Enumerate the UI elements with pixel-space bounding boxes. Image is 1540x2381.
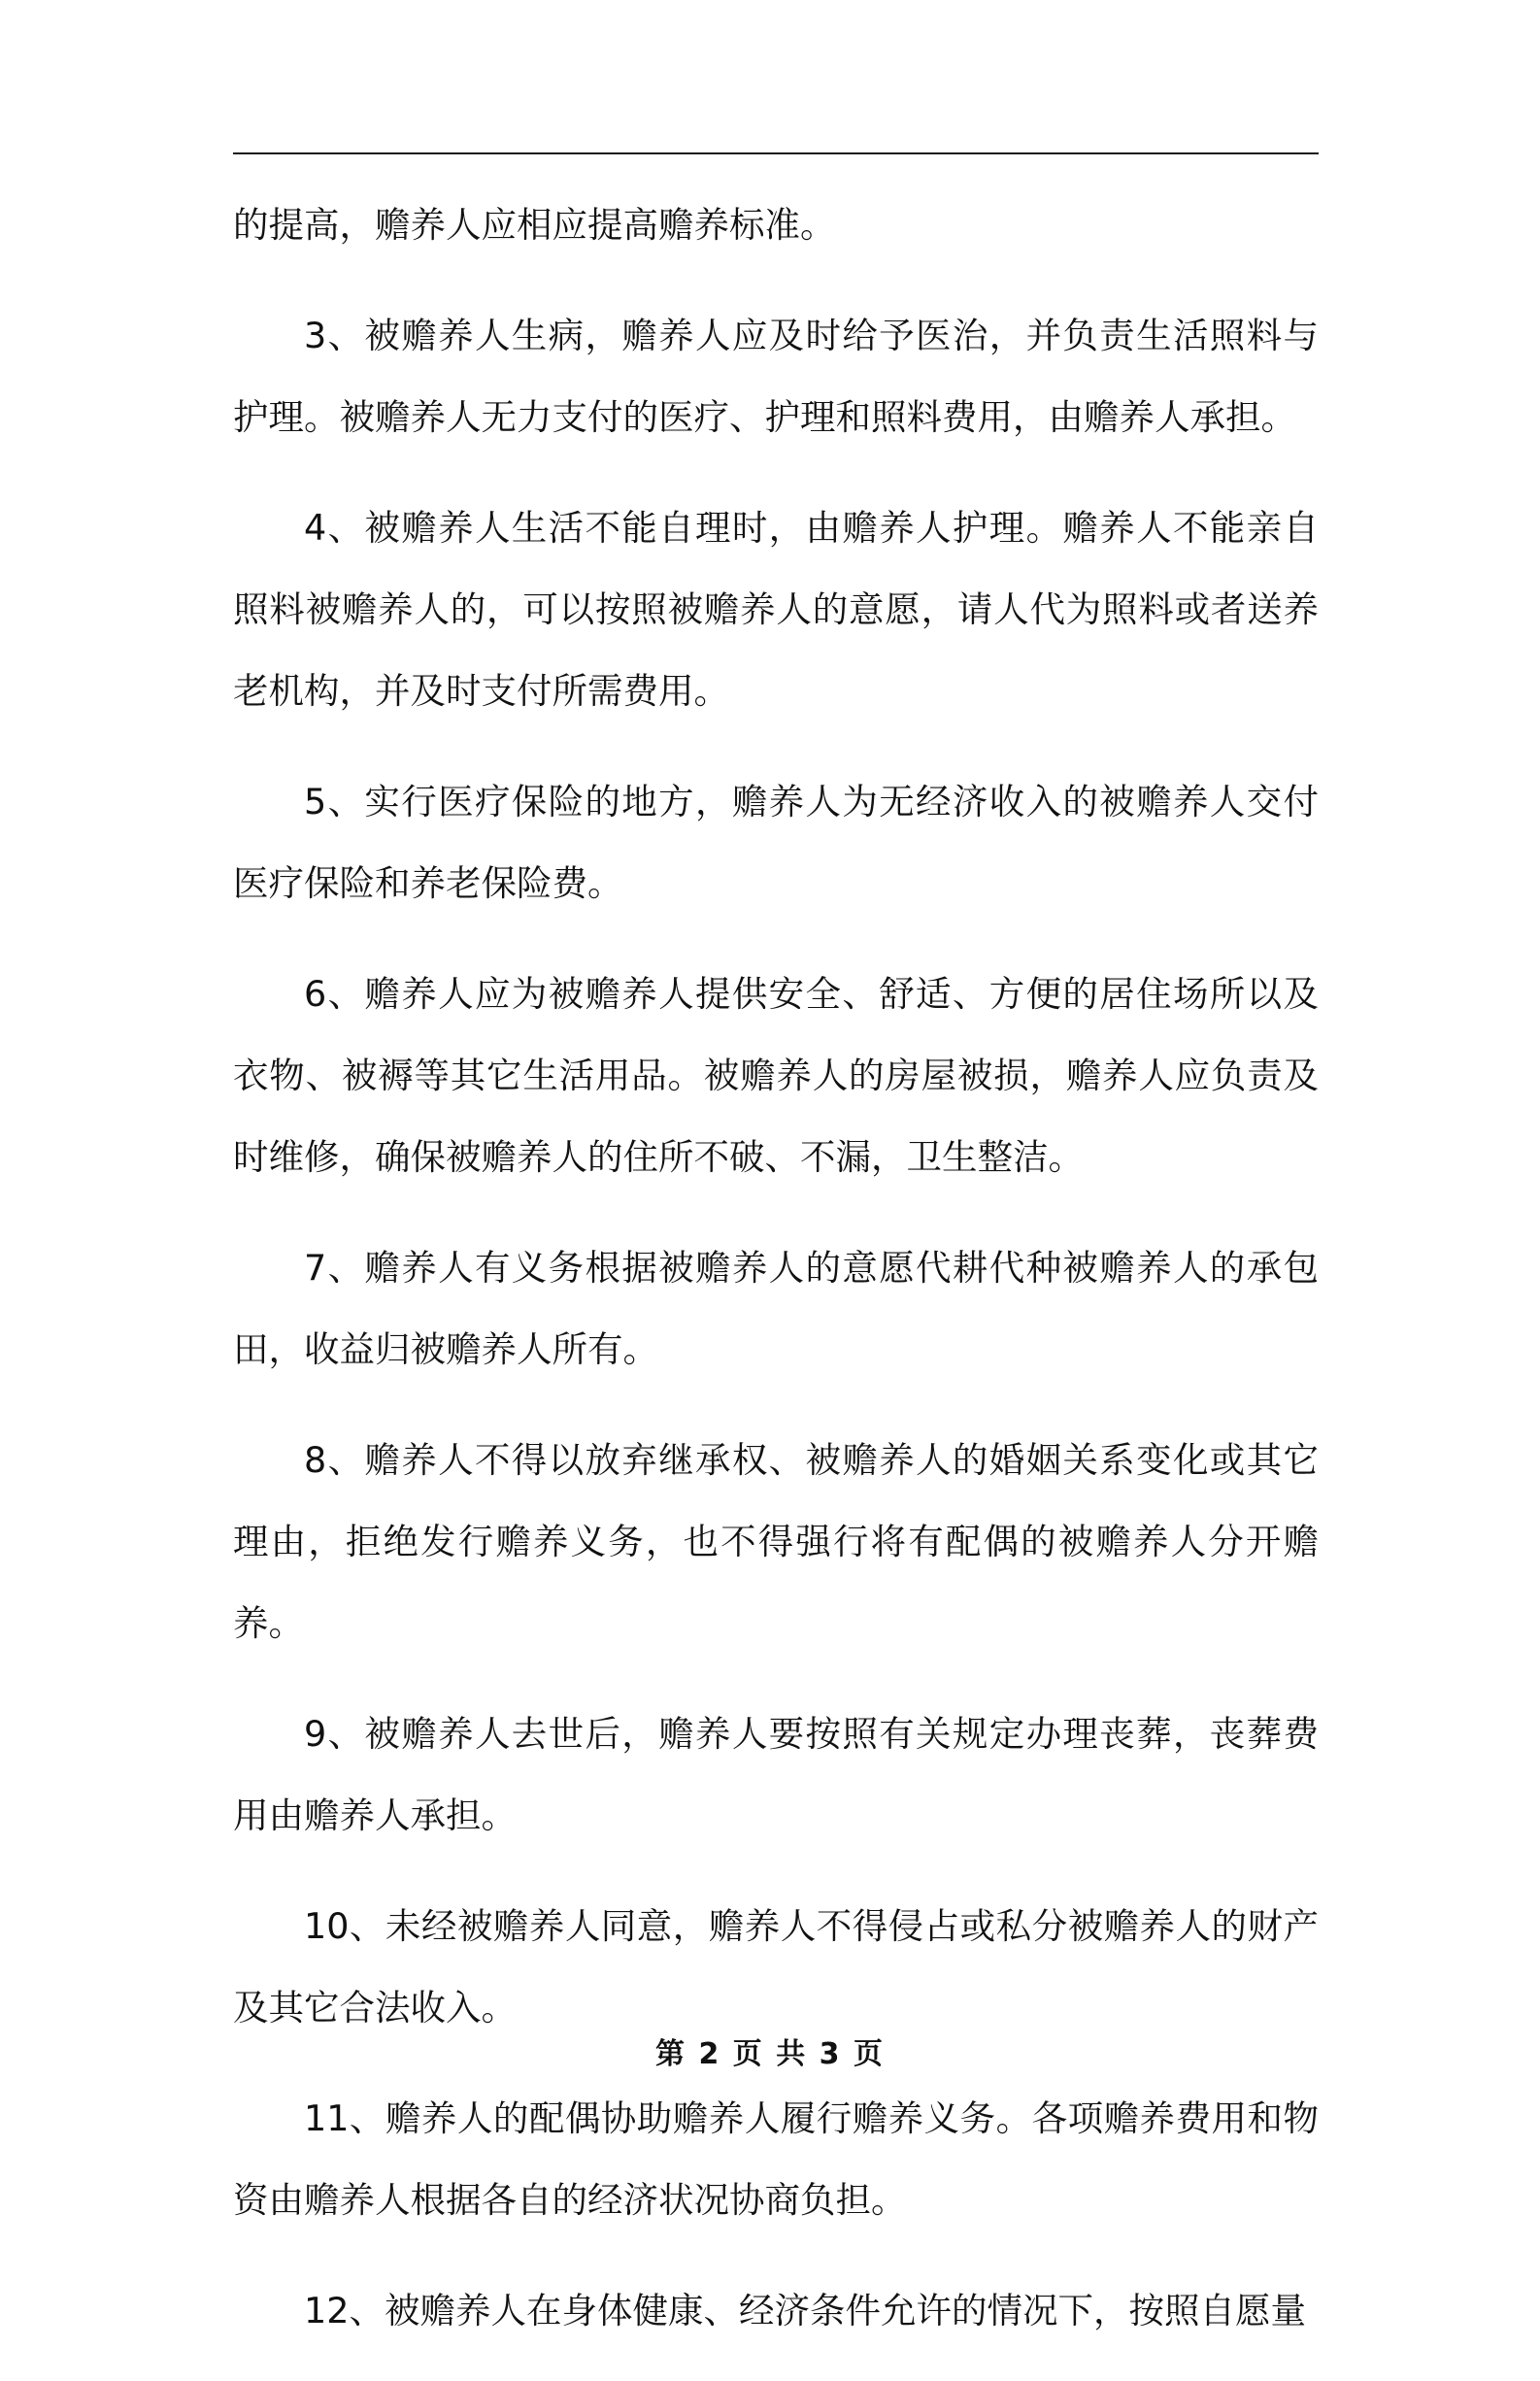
paragraph-item-7: 7、赡养人有义务根据被赡养人的意愿代耕代种被赡养人的承包田，收益归被赡养人所有。 [233, 1247, 1319, 1370]
paragraph-item-3: 3、被赡养人生病，赡养人应及时给予医治，并负责生活照料与护理。被赡养人无力支付的医疗、护理和照料费用，由赡养人承担。 [233, 315, 1319, 438]
header-rule [233, 152, 1319, 154]
paragraph-continuation: 的提高，赡养人应相应提高赡养标准。 [233, 204, 836, 246]
page-number-footer: 第 2 页 共 3 页 [655, 2037, 885, 2071]
paragraph-item-12: 12、被赡养人在身体健康、经济条件允许的情况下，按照自愿量 [304, 2290, 1306, 2331]
paragraph-item-11: 11、赡养人的配偶协助赡养人履行赡养义务。各项赡养费用和物资由赡养人根据各自的经济状况协商负担。 [233, 2097, 1319, 2221]
paragraph-item-8: 8、赡养人不得以放弃继承权、被赡养人的婚姻关系变化或其它理由，拒绝发行赡养义务，也不得强行将有配偶的被赡养人分开赡养。 [233, 1439, 1319, 1644]
paragraph-item-9: 9、被赡养人去世后，赡养人要按照有关规定办理丧葬，丧葬费用由赡养人承担。 [233, 1713, 1319, 1836]
paragraph-item-10: 10、未经被赡养人同意，赡养人不得侵占或私分被赡养人的财产及其它合法收入。 [233, 1905, 1319, 2029]
paragraph-item-5: 5、实行医疗保险的地方，赡养人为无经济收入的被赡养人交付医疗保险和养老保险费。 [233, 781, 1319, 904]
paragraph-item-6: 6、赡养人应为被赡养人提供安全、舒适、方便的居住场所以及衣物、被褥等其它生活用品。被赡养人的房屋被损，赡养人应负责及时维修，确保被赡养人的住所不破、不漏，卫生整洁。 [233, 973, 1319, 1178]
paragraph-item-4: 4、被赡养人生活不能自理时，由赡养人护理。赡养人不能亲自照料被赡养人的，可以按照被赡养人的意愿，请人代为照料或者送养老机构，并及时支付所需费用。 [233, 507, 1319, 712]
